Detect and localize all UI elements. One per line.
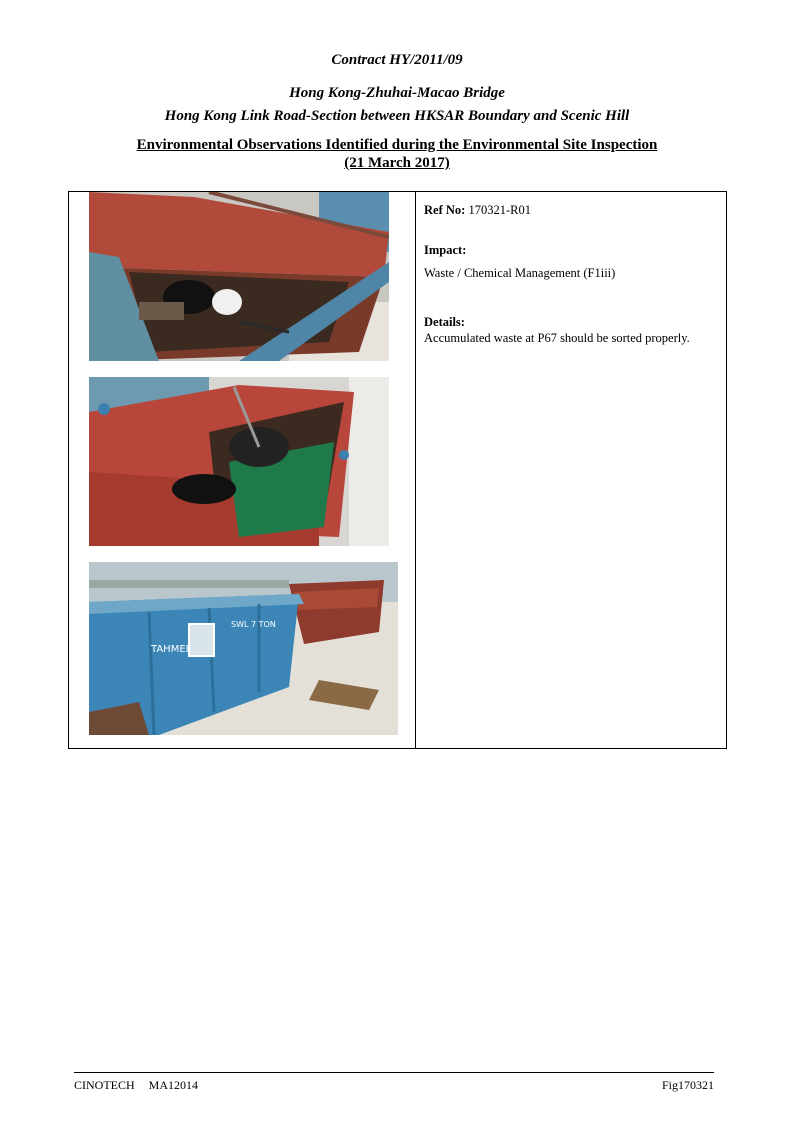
impact-label: Impact: — [424, 243, 467, 257]
observation-table — [68, 191, 727, 749]
photo-skip-bin-1 — [89, 192, 389, 361]
footer-rule — [74, 1072, 714, 1073]
details-label: Details: — [424, 315, 465, 329]
column-divider — [415, 192, 416, 748]
bin-label-text-2: SWL 7 TON — [231, 620, 276, 629]
photo-skip-bin-2 — [89, 377, 389, 546]
company-name: CINOTECH — [74, 1078, 135, 1092]
project-code: MA12014 — [148, 1078, 199, 1092]
figure-number: Fig170321 — [661, 1078, 714, 1092]
footer-left — [74, 1078, 212, 1093]
photo-skip-bin-3 — [89, 562, 398, 735]
contract-number: Contract HY/2011/09 — [331, 52, 463, 68]
impact-value: Waste / Chemical Management (F1iii) — [424, 266, 616, 280]
ref-number-row — [424, 202, 531, 218]
project-name: Hong Kong-Zhuhai-Macao Bridge — [289, 85, 505, 101]
details-value: Accumulated waste at P67 should be sorted properly. — [424, 331, 690, 345]
bin-label-text-1: TAHMEE — [151, 644, 192, 655]
ref-value: 170321-R01 — [468, 203, 531, 217]
report-date: (21 March 2017) — [344, 155, 450, 171]
ref-label: Ref No: — [424, 203, 466, 217]
section-name: Hong Kong Link Road-Section between HKSAR Boundary and Scenic Hill — [164, 108, 630, 124]
report-title: Environmental Observations Identified during the Environmental Site Inspection — [136, 137, 658, 153]
